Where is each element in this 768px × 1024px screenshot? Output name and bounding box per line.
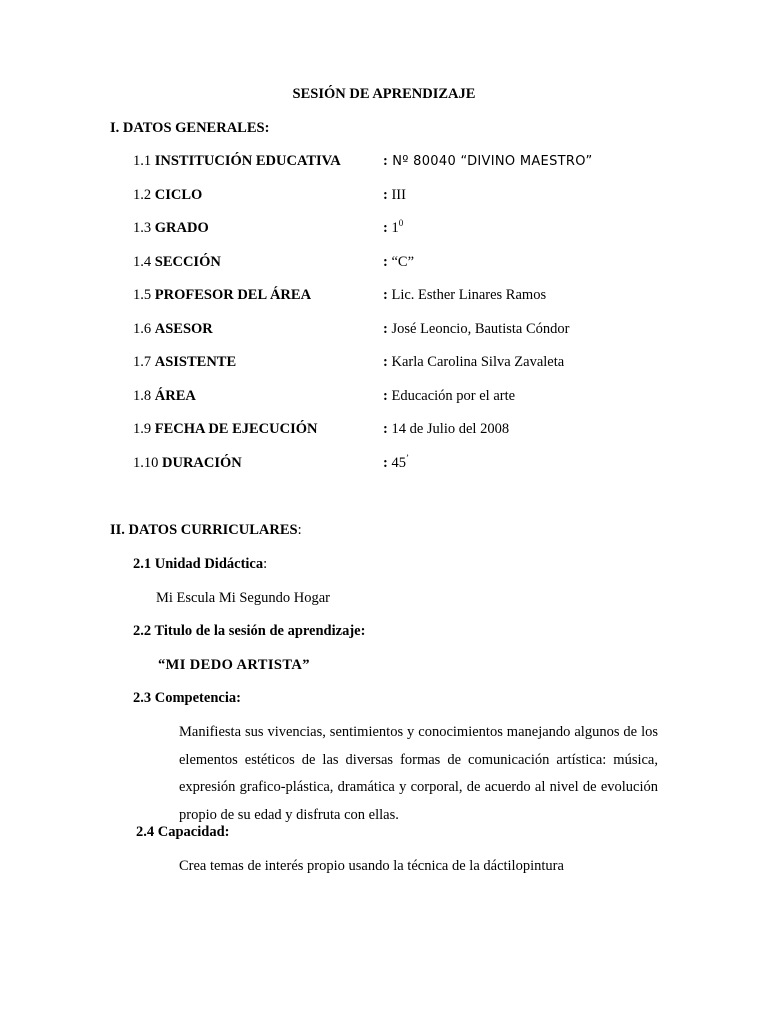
field-value-profesor: : Lic. Esther Linares Ramos [383,287,547,303]
field-value-ciclo: : III [383,187,406,203]
field-value-duracion: : 45’ [383,453,409,471]
field-label-seccion: 1.4 SECCIÓN [133,254,221,270]
field-value-asistente: : Karla Carolina Silva Zavaleta [383,354,565,370]
field-value-fecha: : 14 de Julio del 2008 [383,421,510,437]
field-label-duracion: 1.10 DURACIÓN [133,455,242,471]
section-heading-datos-curriculares: II. DATOS CURRICULARES: [110,522,302,538]
field-value-seccion: : “C” [383,254,415,270]
titulo-sesion-label: 2.2 Titulo de la sesión de aprendizaje: [133,623,366,639]
field-label-grado: 1.3 GRADO [133,220,209,236]
competencia-text: Manifiesta sus vivencias, sentimientos y conocimientos manejando algunos de los elementos estéticos de las diversas formas de comunicación artística: música, expresión grafico-plástica, dramática y corporal, de acuerdo al nivel de evolución propio de su edad y disfruta con ellas. [179,724,658,823]
capacidad-text: Crea temas de interés propio usando la técnica de la dáctilopintura [179,858,564,874]
field-value-area: : Educación por el arte [383,388,516,404]
section-heading-datos-generales: I. DATOS GENERALES: [110,120,270,136]
unidad-didactica-label: 2.1 Unidad Didáctica: [133,556,268,572]
page-title: SESIÓN DE APRENDIZAJE [292,86,476,102]
field-value-grado: : $1^0$ [383,218,404,236]
field-value-asesor: : José Leoncio, Bautista Cóndor [383,321,570,337]
titulo-sesion-value: “MI DEDO ARTISTA” [158,657,310,673]
capacidad-label: 2.4 Capacidad: [136,824,230,840]
field-label-institucion: 1.1 INSTITUCIÓN EDUCATIVA [133,153,341,169]
field-label-fecha: 1.9 FECHA DE EJECUCIÓN [133,421,318,437]
field-value-institucion: : Nº 80040 “DIVINO MAESTRO” [383,153,593,169]
field-label-area: 1.8 ÁREA [133,388,196,404]
field-label-ciclo: 1.2 CICLO [133,187,203,203]
field-label-asistente: 1.7 ASISTENTE [133,354,237,370]
unidad-didactica-value: Mi Escula Mi Segundo Hogar [156,590,330,606]
field-label-asesor: 1.6 ASESOR [133,321,213,337]
field-label-profesor: 1.5 PROFESOR DEL ÁREA [133,287,312,303]
competencia-label: 2.3 Competencia: [133,690,241,706]
